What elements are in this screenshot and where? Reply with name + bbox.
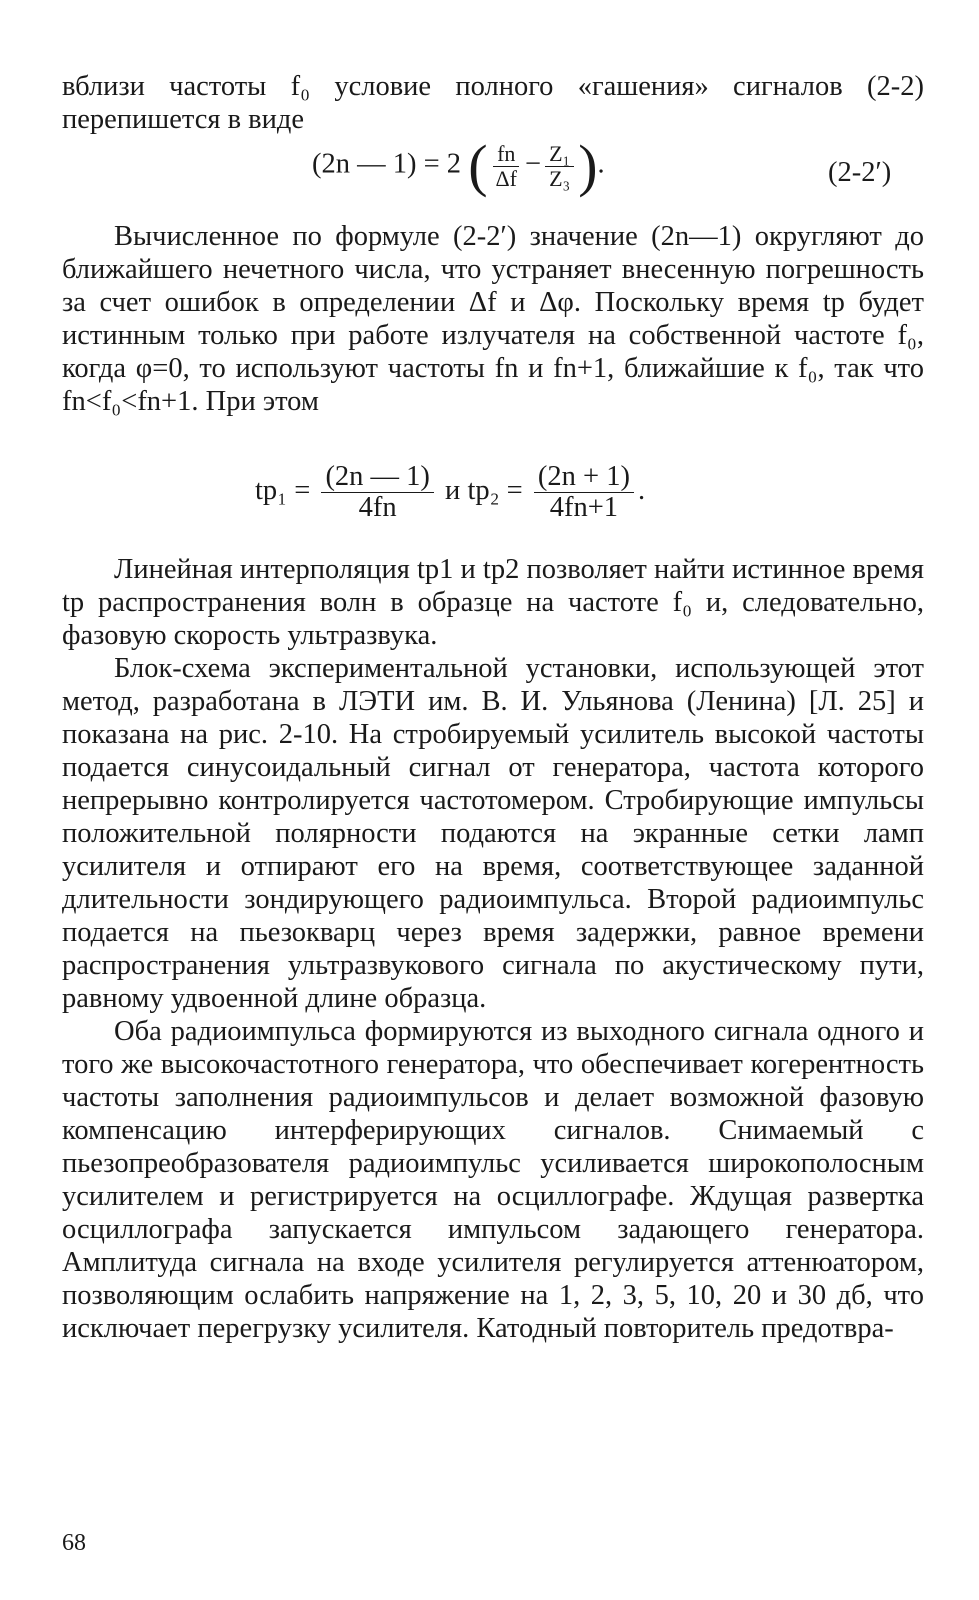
eq2-t1: tр₁ = xyxy=(255,475,311,507)
eq1-minus: − xyxy=(525,148,542,180)
eq2-conjunction: и xyxy=(445,475,461,507)
text-block-3 xyxy=(62,553,924,1345)
eq2-frac1-denominator: 4fn xyxy=(358,492,397,523)
intro-block xyxy=(62,70,924,136)
paragraph-3: Линейная интерполяция tр1 и tр2 позволяет найти истинное время tр распространения волн в образце на частоте f₀ и, следовательно, фазовую скорость ультразвука. xyxy=(62,554,924,651)
eq2-fraction-1 xyxy=(321,462,433,523)
eq2-frac1-numerator: (2n — 1) xyxy=(321,462,433,493)
paragraph-5: Оба радиоимпульса формируются из выходного сигнала одного и того же высокочастотного генератора, что обеспечивает когерентность частоты заполнения радиоимпульсов и делает возможной фазовую компенсацию интерферирующих сигналов. Снимаемый с пьезопреобразователя радиоимпульс усиливается широкополосным усилителем и регистрируется на осциллографе. Ждущая развертка осциллографа запускается импульсом задающего генератора. Амплитуда сигнала на входе усилителя регулируется аттенюатором, позволяющим ослабить напряжение на 1, 2, 3, 5, 10, 20 и 30 дб, что исключает перегрузку усилителя. Катодный повторитель предотвра- xyxy=(62,1016,924,1344)
eq1-fraction-1 xyxy=(492,142,521,191)
paragraph-4: Блок-схема экспериментальной установки, использующей этот метод, разработана в ЛЭТИ им. В. И. Ульянова (Ленина) [Л. 25] и показана на рис. 2-10. На стробируемый усилитель высокой частоты подается синусоидальный сигнал от генератора, частота которого непрерывно контролируется частотомером. Стробирующие импульсы положительной полярности подаются на экранные сетки ламп усилителя и отпирают его на время, соответствующее заданной длительности зондирующего радиоимпульса. Второй радиоимпульс подается на пьезокварц через время задержки, равное времени распространения ультразвукового сигнала по акустическому пути, равному удвоенной длине образца. xyxy=(62,653,924,1014)
paragraph-intro: вблизи частоты f₀ условие полного «гашения» сигналов (2-2) перепишется в виде xyxy=(62,71,924,135)
eq2-frac2-numerator: (2n + 1) xyxy=(534,462,634,493)
eq1-fraction-2 xyxy=(545,142,574,191)
eq1-left-paren: ( xyxy=(468,133,488,198)
text-block-2 xyxy=(62,220,924,418)
eq2-frac2-denominator: 4fn+1 xyxy=(549,492,619,523)
eq2-t2: tр₂ = xyxy=(467,475,523,507)
page-number: 68 xyxy=(62,1530,86,1556)
eq1-frac2-numerator: Z₁ xyxy=(545,142,574,167)
eq1-right-paren: ) xyxy=(578,133,598,198)
eq1-frac1-numerator: fn xyxy=(493,142,519,167)
equation-2-2-prime xyxy=(312,133,605,198)
eq1-lhs: (2n — 1) = 2 xyxy=(312,148,462,180)
equation-tp xyxy=(255,462,645,523)
eq2-fraction-2 xyxy=(534,462,634,523)
equation-number: (2-2′) xyxy=(828,157,892,188)
eq1-frac1-denominator: Δf xyxy=(495,165,517,191)
paragraph-2: Вычисленное по формуле (2-2′) значение (2n—1) округляют до ближайшего нечетного числа, что устраняет внесенную погрешность за счет ошибок в определении Δf и Δφ. Поскольку время tр будет истинным только при работе излучателя на собственной частоте f₀, когда φ=0, то используют частоты fn и fn+1, ближайшие к f₀, так что fn<f₀<fn+1. При этом xyxy=(62,221,924,417)
eq1-frac2-denominator: Z₃ xyxy=(549,165,571,191)
eq1-end: . xyxy=(597,148,605,180)
eq2-end: . xyxy=(637,475,646,507)
